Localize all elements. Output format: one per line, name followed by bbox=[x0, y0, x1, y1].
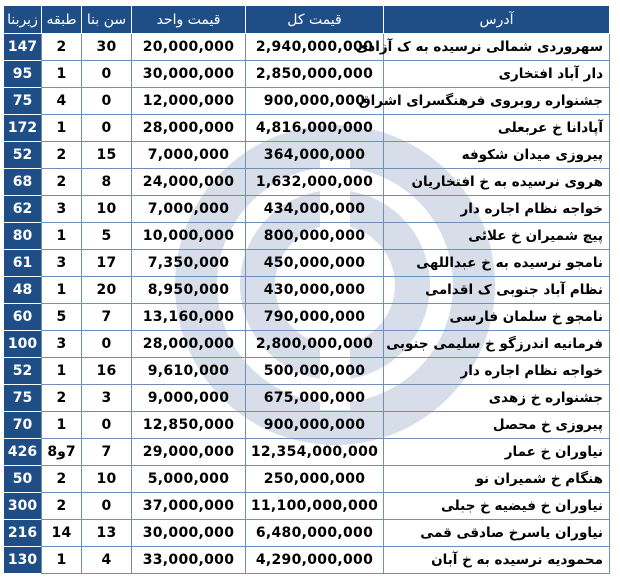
cell-floor: 3 bbox=[42, 250, 82, 277]
cell-address: پیروزی خ محصل bbox=[384, 412, 610, 439]
cell-address: پیچ شمیران خ علائی bbox=[384, 223, 610, 250]
cell-floor: 2 bbox=[42, 493, 82, 520]
cell-floor: 1 bbox=[42, 547, 82, 574]
cell-age: 8 bbox=[82, 169, 132, 196]
cell-floor: 1 bbox=[42, 358, 82, 385]
table-body bbox=[4, 34, 610, 574]
table-row bbox=[4, 115, 610, 142]
table-row bbox=[4, 493, 610, 520]
cell-area: 95 bbox=[4, 61, 42, 88]
cell-unit-price: 10,000,000 bbox=[132, 223, 246, 250]
cell-address: هنگام خ شمیران نو bbox=[384, 466, 610, 493]
cell-age: 10 bbox=[82, 196, 132, 223]
cell-age: 7 bbox=[82, 304, 132, 331]
cell-floor: 2 bbox=[42, 142, 82, 169]
cell-area: 61 bbox=[4, 250, 42, 277]
cell-age: 0 bbox=[82, 493, 132, 520]
cell-floor: 2 bbox=[42, 169, 82, 196]
cell-floor: 2 bbox=[42, 34, 82, 61]
cell-area: 62 bbox=[4, 196, 42, 223]
cell-address: جشنواره خ زهدی bbox=[384, 385, 610, 412]
cell-area: 52 bbox=[4, 358, 42, 385]
table-header-row bbox=[4, 6, 610, 34]
cell-area: 130 bbox=[4, 547, 42, 574]
cell-address: هروی نرسیده به خ افتخاریان bbox=[384, 169, 610, 196]
cell-total-price: 4,290,000,000 bbox=[246, 547, 384, 574]
cell-unit-price: 33,000,000 bbox=[132, 547, 246, 574]
header-unit-price: قیمت واحد bbox=[132, 6, 246, 34]
cell-unit-price: 9,000,000 bbox=[132, 385, 246, 412]
cell-floor: 1 bbox=[42, 61, 82, 88]
cell-area: 52 bbox=[4, 142, 42, 169]
cell-address: محمودیه نرسیده به خ آبان bbox=[384, 547, 610, 574]
cell-total-price: 430,000,000 bbox=[246, 277, 384, 304]
table-row bbox=[4, 196, 610, 223]
cell-total-price: 790,000,000 bbox=[246, 304, 384, 331]
cell-unit-price: 28,000,000 bbox=[132, 115, 246, 142]
cell-unit-price: 7,350,000 bbox=[132, 250, 246, 277]
cell-address: فرمانیه اندرزگو خ سلیمی جنوبی bbox=[384, 331, 610, 358]
cell-unit-price: 37,000,000 bbox=[132, 493, 246, 520]
table-row bbox=[4, 466, 610, 493]
cell-area: 75 bbox=[4, 88, 42, 115]
cell-total-price: 900,000,000 bbox=[246, 412, 384, 439]
header-age: سن بنا bbox=[82, 6, 132, 34]
table-row bbox=[4, 169, 610, 196]
cell-floor: 1 bbox=[42, 277, 82, 304]
cell-floor: 1 bbox=[42, 223, 82, 250]
table-row bbox=[4, 412, 610, 439]
cell-address: نامجو خ سلمان فارسی bbox=[384, 304, 610, 331]
cell-unit-price: 8,950,000 bbox=[132, 277, 246, 304]
table-row bbox=[4, 385, 610, 412]
cell-total-price: 2,800,000,000 bbox=[246, 331, 384, 358]
cell-unit-price: 24,000,000 bbox=[132, 169, 246, 196]
cell-address: نیاوران خ عمار bbox=[384, 439, 610, 466]
cell-age: 4 bbox=[82, 547, 132, 574]
cell-age: 17 bbox=[82, 250, 132, 277]
cell-total-price: 500,000,000 bbox=[246, 358, 384, 385]
cell-age: 30 bbox=[82, 34, 132, 61]
cell-unit-price: 30,000,000 bbox=[132, 61, 246, 88]
cell-age: 10 bbox=[82, 466, 132, 493]
cell-floor: 2 bbox=[42, 385, 82, 412]
cell-floor: 7و8 bbox=[42, 439, 82, 466]
table-row bbox=[4, 223, 610, 250]
cell-age: 0 bbox=[82, 115, 132, 142]
cell-area: 172 bbox=[4, 115, 42, 142]
cell-unit-price: 20,000,000 bbox=[132, 34, 246, 61]
table-row bbox=[4, 88, 610, 115]
cell-area: 48 bbox=[4, 277, 42, 304]
cell-total-price: 2,850,000,000 bbox=[246, 61, 384, 88]
cell-unit-price: 5,000,000 bbox=[132, 466, 246, 493]
cell-unit-price: 7,000,000 bbox=[132, 196, 246, 223]
cell-unit-price: 9,610,000 bbox=[132, 358, 246, 385]
cell-floor: 1 bbox=[42, 412, 82, 439]
header-area: زیربنا bbox=[4, 6, 42, 34]
cell-age: 20 bbox=[82, 277, 132, 304]
cell-address: خواجه نظام اجاره دار bbox=[384, 196, 610, 223]
cell-area: 216 bbox=[4, 520, 42, 547]
cell-total-price: 675,000,000 bbox=[246, 385, 384, 412]
header-floor: طبقه bbox=[42, 6, 82, 34]
table-row bbox=[4, 61, 610, 88]
cell-total-price: 11,100,000,000 bbox=[246, 493, 384, 520]
table-row bbox=[4, 142, 610, 169]
cell-address: نظام آباد جنوبی ک اقدامی bbox=[384, 277, 610, 304]
cell-age: 5 bbox=[82, 223, 132, 250]
cell-address: جشنواره روبروی فرهنگسرای اشراق bbox=[384, 88, 610, 115]
header-total-price: قیمت کل bbox=[246, 6, 384, 34]
cell-age: 16 bbox=[82, 358, 132, 385]
cell-floor: 14 bbox=[42, 520, 82, 547]
cell-total-price: 4,816,000,000 bbox=[246, 115, 384, 142]
cell-total-price: 2,940,000,000 bbox=[246, 34, 384, 61]
table-row bbox=[4, 547, 610, 574]
cell-area: 50 bbox=[4, 466, 42, 493]
cell-address: خواجه نظام اجاره دار bbox=[384, 358, 610, 385]
cell-total-price: 6,480,000,000 bbox=[246, 520, 384, 547]
table-row bbox=[4, 439, 610, 466]
cell-area: 100 bbox=[4, 331, 42, 358]
cell-area: 426 bbox=[4, 439, 42, 466]
cell-unit-price: 13,160,000 bbox=[132, 304, 246, 331]
cell-floor: 5 bbox=[42, 304, 82, 331]
cell-area: 80 bbox=[4, 223, 42, 250]
cell-floor: 4 bbox=[42, 88, 82, 115]
cell-floor: 3 bbox=[42, 331, 82, 358]
cell-unit-price: 12,850,000 bbox=[132, 412, 246, 439]
cell-address: نیاوران یاسرخ صادقی قمی bbox=[384, 520, 610, 547]
table-row bbox=[4, 331, 610, 358]
cell-address: آپادانا خ عربعلی bbox=[384, 115, 610, 142]
header-address: آدرس bbox=[384, 6, 610, 34]
cell-age: 7 bbox=[82, 439, 132, 466]
cell-age: 3 bbox=[82, 385, 132, 412]
cell-address: دار آباد افتخاری bbox=[384, 61, 610, 88]
cell-unit-price: 30,000,000 bbox=[132, 520, 246, 547]
cell-floor: 1 bbox=[42, 115, 82, 142]
cell-unit-price: 7,000,000 bbox=[132, 142, 246, 169]
table-row bbox=[4, 520, 610, 547]
cell-age: 13 bbox=[82, 520, 132, 547]
cell-address: پیروزی میدان شکوفه bbox=[384, 142, 610, 169]
cell-address: نامجو نرسیده به خ عبداللهی bbox=[384, 250, 610, 277]
cell-unit-price: 28,000,000 bbox=[132, 331, 246, 358]
cell-area: 68 bbox=[4, 169, 42, 196]
cell-total-price: 800,000,000 bbox=[246, 223, 384, 250]
cell-area: 70 bbox=[4, 412, 42, 439]
cell-area: 147 bbox=[4, 34, 42, 61]
cell-age: 0 bbox=[82, 331, 132, 358]
cell-total-price: 1,632,000,000 bbox=[246, 169, 384, 196]
cell-total-price: 900,000,000 bbox=[246, 88, 384, 115]
cell-age: 15 bbox=[82, 142, 132, 169]
listings-table-wrapper bbox=[3, 5, 609, 574]
table-row bbox=[4, 250, 610, 277]
table-row bbox=[4, 358, 610, 385]
cell-unit-price: 29,000,000 bbox=[132, 439, 246, 466]
cell-floor: 2 bbox=[42, 466, 82, 493]
table-row bbox=[4, 34, 610, 61]
cell-total-price: 364,000,000 bbox=[246, 142, 384, 169]
cell-total-price: 12,354,000,000 bbox=[246, 439, 384, 466]
cell-address: سهروردی شمالی نرسیده به ک آزادی bbox=[384, 34, 610, 61]
cell-floor: 3 bbox=[42, 196, 82, 223]
table-row bbox=[4, 277, 610, 304]
cell-total-price: 434,000,000 bbox=[246, 196, 384, 223]
cell-area: 75 bbox=[4, 385, 42, 412]
table-row bbox=[4, 304, 610, 331]
listings-table bbox=[3, 5, 610, 574]
cell-total-price: 250,000,000 bbox=[246, 466, 384, 493]
cell-area: 300 bbox=[4, 493, 42, 520]
cell-total-price: 450,000,000 bbox=[246, 250, 384, 277]
cell-age: 0 bbox=[82, 61, 132, 88]
cell-area: 60 bbox=[4, 304, 42, 331]
cell-age: 0 bbox=[82, 88, 132, 115]
cell-address: نیاوران خ فیضیه خ جبلی bbox=[384, 493, 610, 520]
cell-unit-price: 12,000,000 bbox=[132, 88, 246, 115]
cell-age: 0 bbox=[82, 412, 132, 439]
